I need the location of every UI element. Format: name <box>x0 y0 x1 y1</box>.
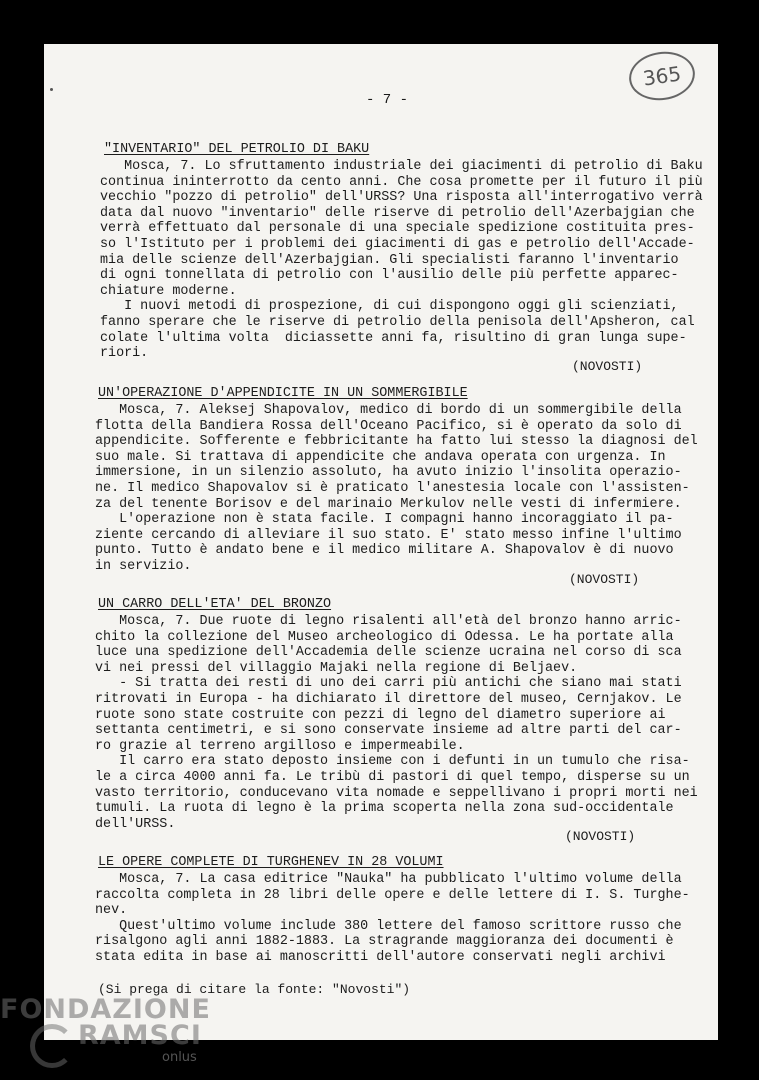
article-line: data dal nuovo "inventario" delle riserve di petrolio dell'Azerbajgian che <box>100 205 695 221</box>
article-line: raccolta completa in 28 libri delle opere e delle lettere di I. S. Turghe- <box>95 887 690 903</box>
article-line: punto. Tutto è andato bene e il medico militare A. Shapovalov è di nuovo <box>95 543 674 559</box>
article-line: ne. Il medico Shapovalov si è praticato l'anestesia locale con l'assisten- <box>95 481 690 496</box>
article-line: ritrovati in Europa - ha dichiarato il direttore del museo, Cernjakov. Le <box>95 692 682 707</box>
article-line: flotta della Bandiera Rossa dell'Oceano Pacifico, si è operato da solo di <box>95 418 682 434</box>
article-line: chito la collezione del Museo archeologico di Odessa. Le ha portate alla <box>95 629 674 645</box>
article-line: Mosca, 7. Lo sfruttamento industriale dei giacimenti di petrolio di Baku <box>100 159 703 174</box>
article-line: Quest'ultimo volume include 380 lettere del famoso scrittore russo che <box>95 918 682 934</box>
article-line: Il carro era stato deposto insieme con i defunti in un tumulo che risa- <box>95 754 690 770</box>
watermark-line2: RAMSCI <box>78 1020 202 1051</box>
watermark-line3: onlus <box>162 1050 197 1065</box>
citation-note: (Si prega di citare la fonte: "Novosti") <box>98 982 411 997</box>
news-source: (NOVOSTI) <box>565 829 636 844</box>
article-line: ruote sono state costruite con pezzi di legno del diametro superiore ai <box>95 707 666 723</box>
watermark-logo-icon <box>30 1024 74 1068</box>
article-line: vasto territorio, conducevano vita nomade e seppellivano i propri morti nei <box>95 785 698 801</box>
article-line: Mosca, 7. Aleksej Shapovalov, medico di bordo di un sommergibile della <box>95 403 682 418</box>
article-line: chiature moderne. <box>100 283 237 299</box>
article-title: LE OPERE COMPLETE DI TURGHENEV IN 28 VOLUMI <box>98 855 444 870</box>
article-line: fanno sperare che le riserve di petrolio della penisola dell'Apsheron, cal <box>100 315 695 330</box>
archive-stamp: 365 <box>626 48 698 105</box>
article-line: riori. <box>100 346 149 362</box>
article-line: - Si tratta dei resti di uno dei carri più antichi che siano mai stati <box>95 676 682 692</box>
article-line: vecchio "pozzo di petrolio" dell'URSS? Una risposta all'interrogativo verrà <box>100 190 703 206</box>
article-line: di ogni tonnellata di petrolio con l'ausilio delle più perfette apparec- <box>100 268 679 284</box>
article-line: ziente cercando di alleviare il suo stato. E' stato messo infine l'ultimo <box>95 527 682 543</box>
article-line: stata edita in base ai manoscritti dell'autore conservati negli archivi <box>95 950 666 965</box>
page-number: - 7 - <box>366 92 409 108</box>
article-line: colate l'ultima volta diciassette anni fa, risultino di gran lunga supe- <box>100 330 687 346</box>
article-line: settanta centimetri, e si sono conservate insieme ad altre parti del car- <box>95 723 682 739</box>
article-line: za del tenente Borisov e del marinaio Merkulov nelle vesti di infermiere. <box>95 496 682 512</box>
article-line: ro grazie al terreno argilloso e impermeabile. <box>95 738 465 754</box>
article-line: Mosca, 7. Due ruote di legno risalenti all'età del bronzo hanno arric- <box>95 614 682 629</box>
news-source: (NOVOSTI) <box>572 359 643 374</box>
article-line: I nuovi metodi di prospezione, di cui dispongono oggi gli scienziati, <box>100 299 679 315</box>
article-line: risalgono agli anni 1882-1883. La stragrande maggioranza dei documenti è <box>95 934 674 950</box>
article-line: Mosca, 7. La casa editrice "Nauka" ha pubblicato l'ultimo volume della <box>95 872 682 887</box>
article-line: luce una spedizione dell'Accademia delle scienze ucraina nel corso di sca <box>95 645 682 661</box>
article-title: UN'OPERAZIONE D'APPENDICITE IN UN SOMMERGIBILE <box>98 386 468 401</box>
article-line: tumuli. La ruota di legno è la prima scoperta nella zona sud-occidentale <box>95 801 674 817</box>
article-line: appendicite. Sofferente e febbricitante ha fatto lui stesso la diagnosi del <box>95 434 698 450</box>
article-line: suo male. Si trattava di appendicite che andava operata con urgenza. In <box>95 449 666 465</box>
news-source: (NOVOSTI) <box>569 572 640 587</box>
article-line: L'operazione non è stata facile. I compagni hanno incoraggiato il pa- <box>95 512 674 528</box>
article-line: vi nei pressi del villaggio Majaki nella regione di Beljaev. <box>95 660 578 676</box>
article-line: in servizio. <box>95 559 192 574</box>
article-line: le a circa 4000 anni fa. Le tribù di pastori di quel tempo, disperse su un <box>95 770 690 785</box>
article-line: dell'URSS. <box>95 816 176 832</box>
article-line: mia delle scienze dell'Azerbajgian. Gli specialisti faranno l'inventario <box>100 252 679 268</box>
article-line: so l'Istituto per i problemi dei giacimenti di gas e petrolio dell'Accade- <box>100 237 695 252</box>
article-line: continua ininterrotto da cento anni. Che cosa promette per il futuro il più <box>100 174 703 190</box>
article-line: verrà effettuato dal personale di una speciale spedizione costituita pres- <box>100 221 695 237</box>
article-title: "INVENTARIO" DEL PETROLIO DI BAKU <box>104 142 370 157</box>
article-line: nev. <box>95 903 128 919</box>
article-line: immersione, in un silenzio assoluto, ha avuto inizio l'insolita operazio- <box>95 465 682 481</box>
punch-mark <box>50 88 53 91</box>
article-title: UN CARRO DELL'ETA' DEL BRONZO <box>98 597 332 612</box>
watermark-line1: FONDAZIONE <box>0 994 211 1025</box>
